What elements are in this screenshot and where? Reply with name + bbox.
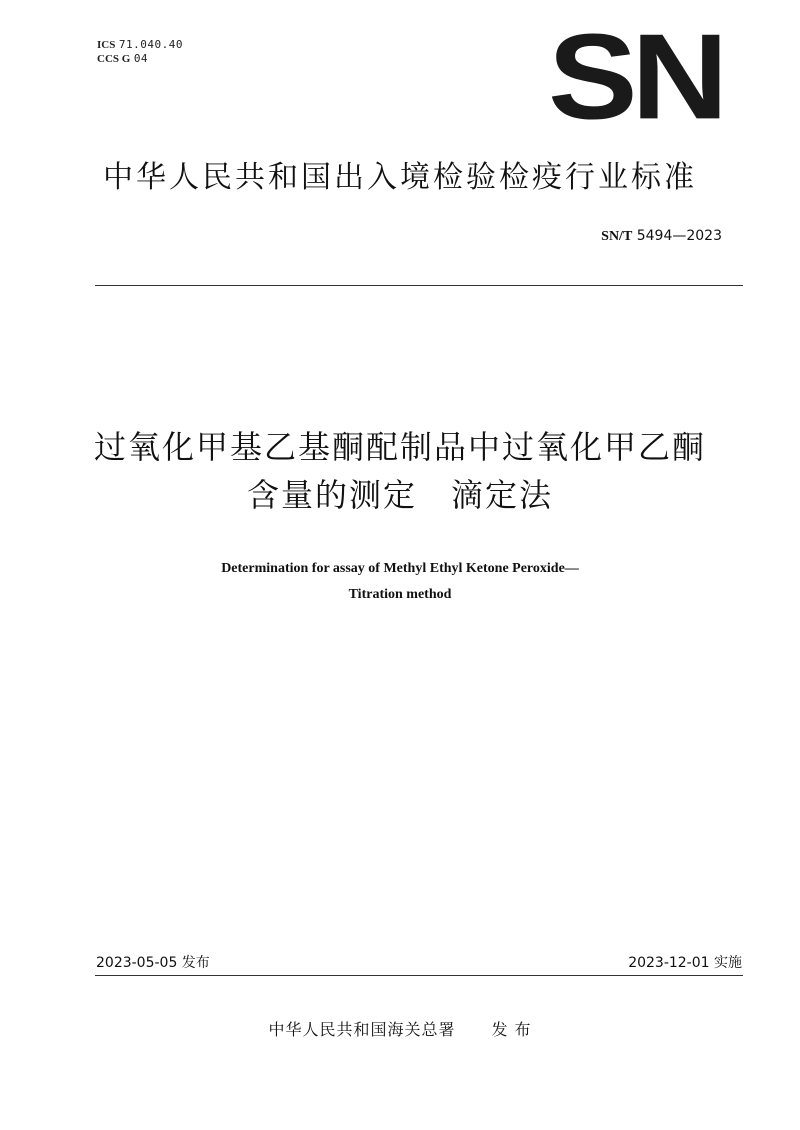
title-chinese-line-1: 过氧化甲基乙基酮配制品中过氧化甲乙酮 (93, 428, 706, 466)
issue-date: 2023-05-05 发布 (96, 955, 210, 971)
ics-code (97, 38, 183, 52)
bottom-divider (95, 975, 743, 976)
classification-codes (97, 38, 183, 66)
standard-number-prefix: SN/T (601, 229, 633, 244)
title-english-line-1: Determination for assay of Methyl Ethyl Ketone Peroxide— (221, 561, 579, 576)
title-english (0, 556, 800, 608)
issuer (0, 1017, 800, 1040)
top-divider (95, 285, 743, 286)
title-chinese-line-2: 含量的测定 滴定法 (246, 476, 553, 514)
issuer-action: 发 布 (491, 1020, 532, 1039)
ics-label: ICS (97, 39, 116, 51)
implement-date: 2023-12-01 实施 (628, 955, 742, 971)
standard-number-value: 5494—2023 (636, 228, 722, 244)
standard-number (601, 228, 722, 245)
ccs-label: CCS G (97, 53, 131, 65)
ics-value: 71.040.40 (118, 38, 183, 51)
ccs-value: 04 (133, 52, 149, 65)
issuer-name: 中华人民共和国海关总署 (268, 1020, 456, 1039)
title-english-line-2: Titration method (348, 587, 452, 602)
title-chinese (0, 423, 800, 519)
sn-logo: SN (548, 9, 723, 145)
ccs-code (97, 52, 183, 66)
standard-category: 中华人民共和国出入境检验检疫行业标准 (103, 160, 697, 195)
